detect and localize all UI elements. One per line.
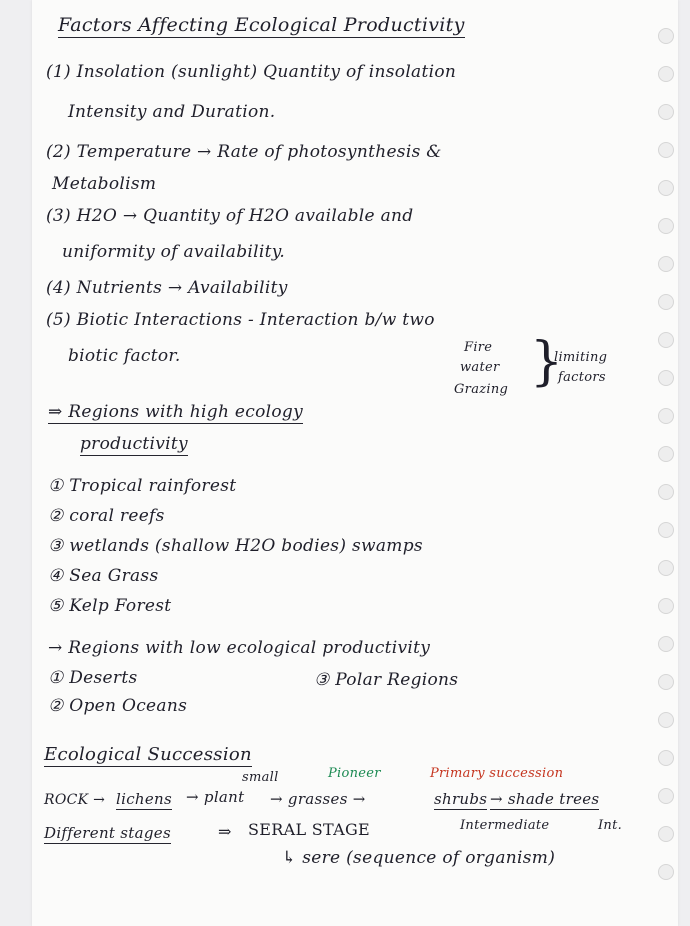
hole xyxy=(658,446,674,462)
hole xyxy=(658,674,674,690)
hole xyxy=(658,370,674,386)
stage-lichens: lichens xyxy=(116,790,172,808)
factor-nutrients: (4) Nutrients → Availability xyxy=(46,278,288,298)
factor-water-detail: uniformity of availability. xyxy=(62,242,286,262)
label-small: small xyxy=(242,770,279,785)
high-productivity-heading-cont: productivity xyxy=(80,434,188,454)
factor-insolation: (1) Insolation (sunlight) Quantity of insolation xyxy=(46,62,457,82)
factor-temperature-detail: Metabolism xyxy=(52,174,157,194)
hole xyxy=(658,484,674,500)
notebook-page xyxy=(32,0,678,926)
hole xyxy=(658,712,674,728)
different-stages: Different stages xyxy=(44,824,171,842)
hole xyxy=(658,560,674,576)
limiting-label-factors: factors xyxy=(558,370,606,385)
hole xyxy=(658,180,674,196)
low-item-oceans: ② Open Oceans xyxy=(48,696,188,716)
list-item: ④ Sea Grass xyxy=(48,566,159,586)
hole xyxy=(658,636,674,652)
hole xyxy=(658,28,674,44)
low-item-polar: ③ Polar Regions xyxy=(314,670,459,690)
hole xyxy=(658,294,674,310)
stage-grasses: → grasses → xyxy=(270,790,366,808)
hole xyxy=(658,750,674,766)
hole xyxy=(658,788,674,804)
hole xyxy=(658,522,674,538)
stage-plant: → plant xyxy=(186,788,245,806)
hole xyxy=(658,256,674,272)
hole xyxy=(658,408,674,424)
limiting-item-grazing: Grazing xyxy=(454,382,509,397)
label-int: Int. xyxy=(598,818,623,833)
brace-icon: } xyxy=(530,332,564,392)
seral-stage: SERAL STAGE xyxy=(248,820,371,839)
label-pioneer: Pioneer xyxy=(328,766,381,781)
high-productivity-heading: ⇒ Regions with high ecology xyxy=(48,402,304,422)
hole xyxy=(658,826,674,842)
label-intermediate: Intermediate xyxy=(460,818,550,833)
factor-biotic: (5) Biotic Interactions - Interaction b/w two xyxy=(46,310,435,330)
label-primary-succession: Primary succession xyxy=(430,766,564,781)
stage-shrubs: shrubs xyxy=(434,790,488,808)
low-productivity-heading: → Regions with low ecological productivity xyxy=(48,638,431,658)
hole xyxy=(658,104,674,120)
hole xyxy=(658,598,674,614)
limiting-label: limiting xyxy=(554,350,608,365)
list-item: ② coral reefs xyxy=(48,506,165,526)
succession-heading: Ecological Succession xyxy=(44,744,252,765)
list-item: ③ wetlands (shallow H2O bodies) swamps xyxy=(48,536,423,556)
page-title: Factors Affecting Ecological Productivity xyxy=(58,14,465,36)
factor-insolation-detail: Intensity and Duration. xyxy=(68,102,276,122)
stage-rock: ROCK → xyxy=(44,792,106,808)
limiting-item-water: water xyxy=(460,360,500,375)
hole xyxy=(658,332,674,348)
hole xyxy=(658,66,674,82)
factor-temperature: (2) Temperature → Rate of photosynthesis & xyxy=(46,142,442,162)
stage-shade-trees: → shade trees xyxy=(490,790,600,808)
hole xyxy=(658,218,674,234)
implies-icon: ⇒ xyxy=(218,822,232,841)
factor-water: (3) H2O → Quantity of H2O available and xyxy=(46,206,414,226)
hole xyxy=(658,864,674,880)
factor-biotic-detail: biotic factor. xyxy=(68,346,181,366)
list-item: ⑤ Kelp Forest xyxy=(48,596,172,616)
list-item: ① Tropical rainforest xyxy=(48,476,237,496)
sere-definition: ↳ sere (sequence of organism) xyxy=(282,848,556,868)
hole xyxy=(658,142,674,158)
low-item-deserts: ① Deserts xyxy=(48,668,138,688)
binder-holes xyxy=(654,20,678,920)
limiting-item-fire: Fire xyxy=(464,340,493,355)
